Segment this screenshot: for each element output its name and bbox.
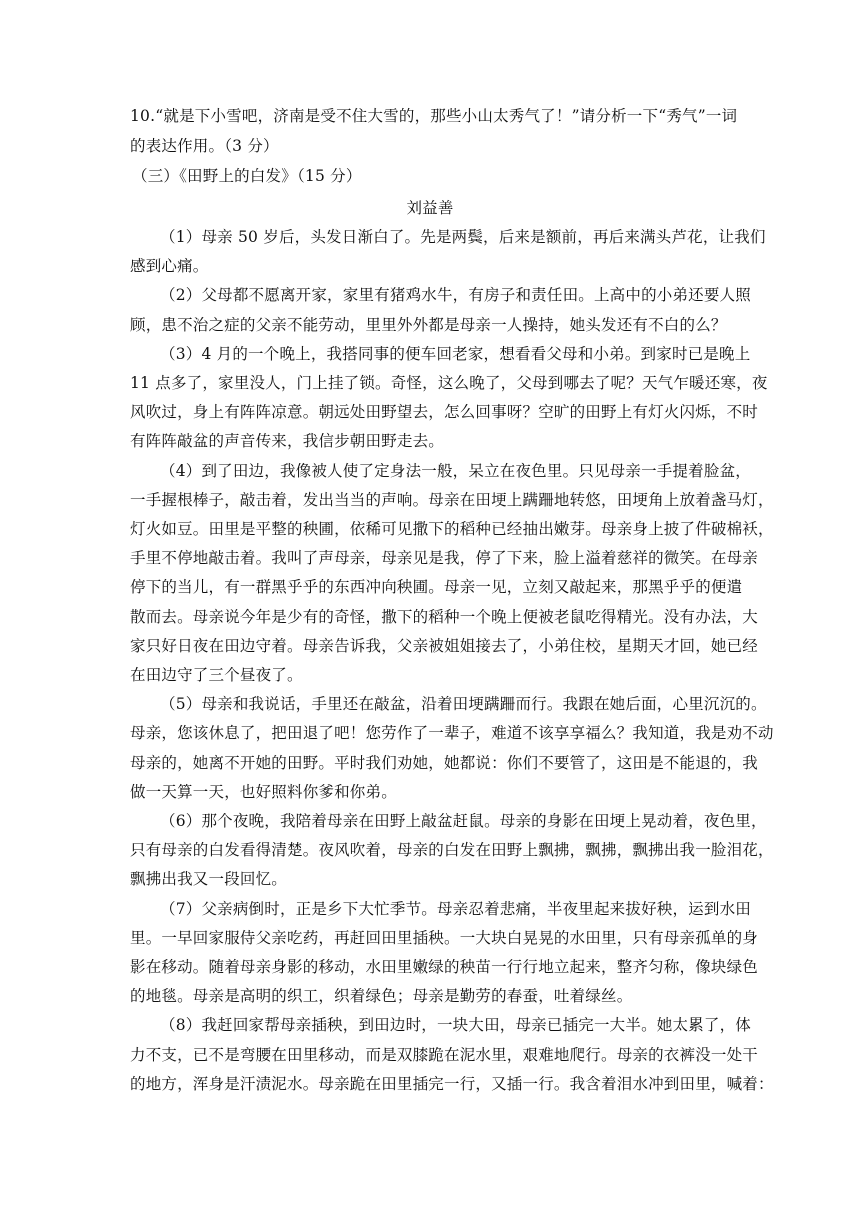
paragraph-4-line-6: 散而去。母亲说今年是少有的奇怪，撒下的稻种一个晚上便被老鼠吃得精光。没有办法，大 xyxy=(130,608,759,626)
paragraph-5-line-2: 母亲，您该休息了，把田退了吧！您劳作了一辈子，难道不该享享福么？我知道，我是劝不动 xyxy=(130,724,774,742)
paragraph-6-line-2: 只有母亲的白发看得清楚。夜风吹着，母亲的白发在田野上飘拂，飘拂，飘拂出我一脸泪花， xyxy=(130,841,774,859)
paragraph-3-line-4: 有阵阵敲盆的声音传来，我信步朝田野走去。 xyxy=(130,432,445,450)
paragraph-5-line-1: （5）母亲和我说话，手里还在敲盆，沿着田埂蹒跚而行。我跟在她后面，心里沉沉的。 xyxy=(160,695,767,713)
paragraph-4-line-4: 手里不停地敲击着。我叫了声母亲，母亲见是我，停了下来，脸上溢着慈祥的微笑。在母亲 xyxy=(130,549,759,567)
paragraph-7-line-3: 影在移动。随着母亲身影的移动，水田里嫩绿的秧苗一行行地立起来，整齐匀称，像块绿色 xyxy=(130,958,759,976)
paragraph-3-line-3: 风吹过，身上有阵阵凉意。朝远处田野望去，怎么回事呀？空旷的田野上有灯火闪烁，不时 xyxy=(130,403,759,421)
paragraph-1-line-2: 感到心痛。 xyxy=(130,257,209,275)
paragraph-4-line-2: 一手握根棒子，敲击着，发出当当的声响。母亲在田埂上蹒跚地转悠，田埂角上放着盏马灯， xyxy=(130,491,774,509)
paragraph-4-line-3: 灯火如豆。田里是平整的秧圃，依稀可见撒下的稻种已经抽出嫩芽。母亲身上披了件破棉袄， xyxy=(130,520,774,538)
paragraph-3-line-2: 11 点多了，家里没人，门上挂了锁。奇怪，这么晚了，父母到哪去了呢？天气乍暖还寒，夜 xyxy=(130,374,768,392)
paragraph-7-line-4: 的地毯。母亲是高明的织工，织着绿色；母亲是勤劳的春蚕，吐着绿丝。 xyxy=(130,987,633,1005)
paragraph-1-line-1: （1）母亲 50 岁后，头发日渐白了。先是两鬓，后来是额前，再后来满头芦花，让我们 xyxy=(160,228,766,246)
question-line-2: 的表达作用。（3 分） xyxy=(130,137,279,155)
paragraph-6-line-3: 飘拂出我又一段回忆。 xyxy=(130,870,288,888)
paragraph-5-line-4: 做一天算一天，也好照料你爹和你弟。 xyxy=(130,783,397,801)
question-line-1: 10.“就是下小雪吧，济南是受不住大雪的，那些小山太秀气了！”请分析一下“秀气”一词 xyxy=(130,107,738,125)
paragraph-4-line-7: 家只好日夜在田边守着。母亲告诉我，父亲被姐姐接去了，小弟住校，星期天才回，她已经 xyxy=(130,637,759,655)
section-heading: （三）《田野上的白发》（15 分） xyxy=(132,167,362,185)
paragraph-6-line-1: （6）那个夜晚，我陪着母亲在田野上敲盆赶鼠。母亲的身影在田埂上晃动着，夜色里， xyxy=(160,812,767,830)
paragraph-7-line-1: （7）父亲病倒时，正是乡下大忙季节。母亲忍着悲痛，半夜里起来拔好秧，运到水田 xyxy=(160,900,751,918)
paragraph-4-line-1: （4）到了田边，我像被人使了定身法一般，呆立在夜色里。只见母亲一手提着脸盆， xyxy=(160,462,751,480)
paragraph-5-line-3: 母亲的，她离不开她的田野。平时我们劝她，她都说：你们不要管了，这田是不能退的，我 xyxy=(130,754,759,772)
paragraph-8-line-2: 力不支，已不是弯腰在田里移动，而是双膝跪在泥水里，艰难地爬行。母亲的衣裤没一处干 xyxy=(130,1046,759,1064)
paragraph-4-line-5: 停下的当儿，有一群黑乎乎的东西冲向秧圃。母亲一见，立刻又敲起来，那黑乎乎的便遣 xyxy=(130,578,743,596)
paragraph-8-line-3: 的地方，浑身是汗渍泥水。母亲跪在田里插完一行，又插一行。我含着泪水冲到田里，喊着： xyxy=(130,1075,774,1093)
paragraph-8-line-1: （8）我赶回家帮母亲插秧，到田边时，一块大田，母亲已插完一大半。她太累了，体 xyxy=(160,1016,751,1034)
author-name: 刘益善 xyxy=(406,199,454,217)
paragraph-7-line-2: 里。一早回家服侍父亲吃药，再赶回田里插秧。一大块白晃晃的水田里，只有母亲孤单的身 xyxy=(130,929,759,947)
paragraph-3-line-1: （3）4 月的一个晚上，我搭同事的便车回老家，想看看父母和小弟。到家时已是晚上 xyxy=(160,345,751,363)
paragraph-2-line-1: （2）父母都不愿离开家，家里有猪鸡水牛，有房子和责任田。上高中的小弟还要人照 xyxy=(160,286,751,304)
paragraph-2-line-2: 顾，患不治之症的父亲不能劳动，里里外外都是母亲一人操持，她头发还有不白的么？ xyxy=(130,316,727,334)
paragraph-4-line-8: 在田边守了三个昼夜了。 xyxy=(130,666,303,684)
